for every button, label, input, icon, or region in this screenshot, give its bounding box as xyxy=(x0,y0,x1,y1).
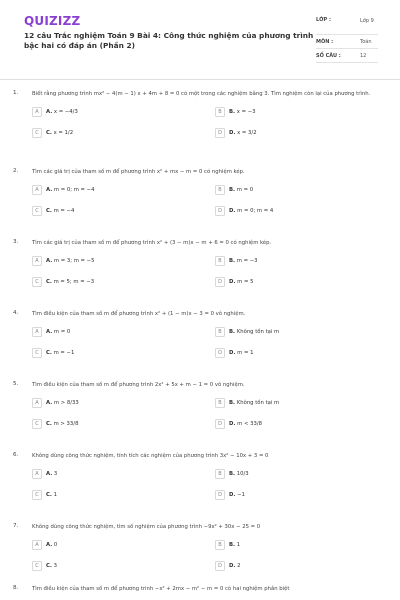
option-value: 1 xyxy=(53,491,57,498)
answer-option-b[interactable] xyxy=(215,468,355,479)
answer-option-c[interactable] xyxy=(32,418,215,429)
option-text xyxy=(46,109,78,115)
answer-option-b[interactable] xyxy=(215,106,355,117)
option-letter-box: B xyxy=(215,107,225,117)
option-text xyxy=(229,400,279,406)
question-text: Tìm điều kiện của tham số m để phương trình x² + (1 − m)x − 3 = 0 vô nghiệm. xyxy=(32,311,246,317)
option-letter-box: A xyxy=(32,398,42,408)
meta-row-subject xyxy=(316,35,378,49)
option-key: C. xyxy=(46,420,52,427)
option-letter-box: C xyxy=(32,419,42,429)
option-letter-box: C xyxy=(32,206,42,216)
question-8 xyxy=(10,585,390,593)
option-letter-box: D xyxy=(215,206,225,216)
option-letter-box: C xyxy=(32,128,42,138)
option-text xyxy=(46,208,74,214)
option-text xyxy=(229,187,253,193)
option-text xyxy=(229,421,262,427)
option-key: A. xyxy=(46,186,53,193)
option-value: 3 xyxy=(53,562,57,569)
option-key: A. xyxy=(46,541,53,548)
option-text xyxy=(229,130,257,136)
option-letter-box: A xyxy=(32,185,42,195)
option-key: A. xyxy=(46,470,53,477)
answer-options xyxy=(32,397,390,429)
answer-option-c[interactable] xyxy=(32,347,215,358)
option-text xyxy=(46,187,94,193)
answer-option-a[interactable] xyxy=(32,184,215,195)
header xyxy=(10,0,390,76)
option-letter-box: A xyxy=(32,256,42,266)
option-text xyxy=(229,329,279,335)
option-letter-box: D xyxy=(215,277,225,287)
option-letter-box: C xyxy=(32,277,42,287)
answer-option-b[interactable] xyxy=(215,326,355,337)
meta-row-count xyxy=(316,49,378,63)
question-number: 4. xyxy=(13,310,19,316)
option-key: D. xyxy=(229,278,236,285)
option-key: B. xyxy=(229,541,236,548)
option-value: m = −4 xyxy=(53,207,75,214)
option-key: C. xyxy=(46,349,52,356)
option-text xyxy=(229,563,240,569)
option-text xyxy=(229,542,240,548)
question-text: Tìm điều kiện của tham số m để phương trình −x² + 2mx − m² − m = 0 có hai nghiệm phân biệt xyxy=(32,586,290,592)
option-text xyxy=(46,279,94,285)
option-text xyxy=(229,471,249,477)
option-letter-box: C xyxy=(32,490,42,500)
option-key: A. xyxy=(46,328,53,335)
answer-option-c[interactable] xyxy=(32,560,215,571)
option-value: m = 5 xyxy=(237,278,254,285)
option-text xyxy=(229,279,253,285)
question-text: Không dùng công thức nghiệm, tìm số nghiệm của phương trình −9x² + 30x − 25 = 0 xyxy=(32,524,261,530)
answer-option-d[interactable] xyxy=(215,205,355,216)
option-letter-box: D xyxy=(215,490,225,500)
option-key: D. xyxy=(229,420,236,427)
option-letter-box: B xyxy=(215,256,225,266)
option-value: m = 3; m = −5 xyxy=(53,257,95,264)
question-text: Biết rằng phương trình mx² − 4(m − 1) x + 4m + 8 = 0 có một trong các nghiệm bằng 3. Tìm nghiệm còn lại của phương trình. xyxy=(32,91,371,97)
option-text xyxy=(46,350,74,356)
option-value: −1 xyxy=(237,491,245,498)
option-letter-box: B xyxy=(215,327,225,337)
option-letter-box: B xyxy=(215,540,225,550)
answer-options xyxy=(32,184,390,216)
option-text xyxy=(229,492,245,498)
option-value: Không tồn tại m xyxy=(236,399,280,406)
option-value: 10/3 xyxy=(236,470,249,477)
option-value: 3 xyxy=(53,470,58,477)
option-key: B. xyxy=(229,108,236,115)
question-number: 1. xyxy=(13,90,19,96)
answer-option-a[interactable] xyxy=(32,326,215,337)
option-text xyxy=(229,350,253,356)
answer-option-d[interactable] xyxy=(215,418,355,429)
question-6 xyxy=(10,452,390,523)
answer-option-d[interactable] xyxy=(215,276,355,287)
answer-option-c[interactable] xyxy=(32,205,215,216)
option-letter-box: A xyxy=(32,469,42,479)
question-list xyxy=(10,90,390,594)
option-letter-box: B xyxy=(215,469,225,479)
header-divider xyxy=(0,79,400,80)
option-letter-box: C xyxy=(32,348,42,358)
meta-value: 12 xyxy=(360,53,367,59)
option-letter-box: A xyxy=(32,540,42,550)
option-value: m = 1 xyxy=(237,349,254,356)
option-text xyxy=(46,400,79,406)
option-value: x = −4/3 xyxy=(53,108,78,115)
option-key: B. xyxy=(229,470,236,477)
answer-options xyxy=(32,326,390,358)
option-text xyxy=(229,109,256,115)
meta-row-class xyxy=(316,13,378,35)
option-letter-box: D xyxy=(215,128,225,138)
question-5 xyxy=(10,381,390,452)
question-3 xyxy=(10,239,390,310)
option-value: m = 0; m = −4 xyxy=(53,186,95,193)
option-value: 1 xyxy=(236,541,241,548)
answer-option-b[interactable] xyxy=(215,397,355,408)
answer-option-a[interactable] xyxy=(32,468,215,479)
option-value: x = 3/2 xyxy=(237,129,257,136)
answer-option-c[interactable] xyxy=(32,276,215,287)
option-letter-box: D xyxy=(215,419,225,429)
option-key: B. xyxy=(229,399,236,406)
option-key: D. xyxy=(229,349,236,356)
option-value: x = −3 xyxy=(236,108,256,115)
answer-option-a[interactable] xyxy=(32,539,215,550)
option-value: 2 xyxy=(237,562,241,569)
option-key: C. xyxy=(46,278,52,285)
option-key: D. xyxy=(229,207,236,214)
option-value: m = −1 xyxy=(53,349,75,356)
meta-info xyxy=(316,13,378,63)
option-key: D. xyxy=(229,562,236,569)
option-key: B. xyxy=(229,186,236,193)
option-key: A. xyxy=(46,399,53,406)
option-key: C. xyxy=(46,207,52,214)
question-number: 6. xyxy=(13,452,19,458)
option-key: B. xyxy=(229,328,236,335)
option-text xyxy=(46,258,94,264)
question-1 xyxy=(10,90,390,168)
option-text xyxy=(229,258,258,264)
question-number: 3. xyxy=(13,239,19,245)
option-key: C. xyxy=(46,562,52,569)
answer-option-a[interactable] xyxy=(32,106,215,117)
answer-option-a[interactable] xyxy=(32,397,215,408)
meta-value: Lớp 9 xyxy=(360,18,374,24)
answer-options xyxy=(32,468,390,500)
answer-options xyxy=(32,106,390,138)
option-key: C. xyxy=(46,491,52,498)
option-value: m = 0 xyxy=(53,328,71,335)
option-text xyxy=(46,563,57,569)
answer-option-b[interactable] xyxy=(215,184,355,195)
answer-options xyxy=(32,255,390,287)
answer-option-d[interactable] xyxy=(215,489,355,500)
option-text xyxy=(46,130,73,136)
option-key: A. xyxy=(46,257,53,264)
option-key: B. xyxy=(229,257,236,264)
option-value: x = 1/2 xyxy=(53,129,74,136)
option-key: A. xyxy=(46,108,53,115)
answer-option-d[interactable] xyxy=(215,347,355,358)
option-text xyxy=(229,208,273,214)
option-text xyxy=(46,471,57,477)
option-value: m > 33/8 xyxy=(53,420,79,427)
option-letter-box: D xyxy=(215,348,225,358)
question-number: 2. xyxy=(13,168,19,174)
option-key: D. xyxy=(229,491,236,498)
question-7 xyxy=(10,523,390,594)
option-key: C. xyxy=(46,129,52,136)
question-2 xyxy=(10,168,390,239)
question-4 xyxy=(10,310,390,381)
option-text xyxy=(46,492,57,498)
option-letter-box: B xyxy=(215,398,225,408)
option-letter-box: C xyxy=(32,561,42,571)
question-text: Không dùng công thức nghiệm, tính tích các nghiệm của phương trình 3x² − 10x + 3 = 0 xyxy=(32,453,269,459)
option-text xyxy=(46,329,70,335)
answer-option-b[interactable] xyxy=(215,539,355,550)
option-letter-box: A xyxy=(32,107,42,117)
answer-option-c[interactable] xyxy=(32,127,215,138)
option-value: Không tồn tại m xyxy=(236,328,280,335)
answer-option-a[interactable] xyxy=(32,255,215,266)
meta-label: SỐ CÂU : xyxy=(316,53,341,59)
option-value: m = 0; m = 4 xyxy=(237,207,274,214)
option-value: 0 xyxy=(53,541,58,548)
option-letter-box: D xyxy=(215,561,225,571)
option-letter-box: A xyxy=(32,327,42,337)
option-value: m = 5; m = −3 xyxy=(53,278,95,285)
meta-value: Toán xyxy=(360,39,372,45)
option-value: m < 33/8 xyxy=(237,420,262,427)
quizizz-logo: QUIZIZZ xyxy=(24,14,81,28)
option-letter-box: B xyxy=(215,185,225,195)
meta-label: MÔN : xyxy=(316,39,334,45)
answer-option-d[interactable] xyxy=(215,127,355,138)
question-text: Tìm điều kiện của tham số m để phương trình 2x² + 5x + m − 1 = 0 vô nghiệm. xyxy=(32,382,245,388)
option-value: m > 8/33 xyxy=(53,399,79,406)
option-text xyxy=(46,542,57,548)
option-text xyxy=(46,421,78,427)
option-value: m = −3 xyxy=(236,257,258,264)
question-number: 5. xyxy=(13,381,19,387)
question-number: 7. xyxy=(13,523,19,529)
answer-options xyxy=(32,539,390,571)
question-text: Tìm các giá trị của tham số m để phương trình x² + (3 − m)x − m + 6 = 0 có nghiệm kép. xyxy=(32,240,272,246)
meta-label: LỚP : xyxy=(316,17,331,23)
answer-option-d[interactable] xyxy=(215,560,355,571)
page-title: 12 câu Trắc nghiệm Toán 9 Bài 4: Công thức nghiệm của phương trình bậc hai có đáp án (Phần 2) xyxy=(24,31,314,50)
answer-option-b[interactable] xyxy=(215,255,355,266)
question-text: Tìm các giá trị của tham số m để phương trình x² + mx − m = 0 có nghiệm kép. xyxy=(32,169,245,175)
question-number: 8. xyxy=(13,585,19,591)
option-key: D. xyxy=(229,129,236,136)
option-value: m = 0 xyxy=(236,186,254,193)
answer-option-c[interactable] xyxy=(32,489,215,500)
